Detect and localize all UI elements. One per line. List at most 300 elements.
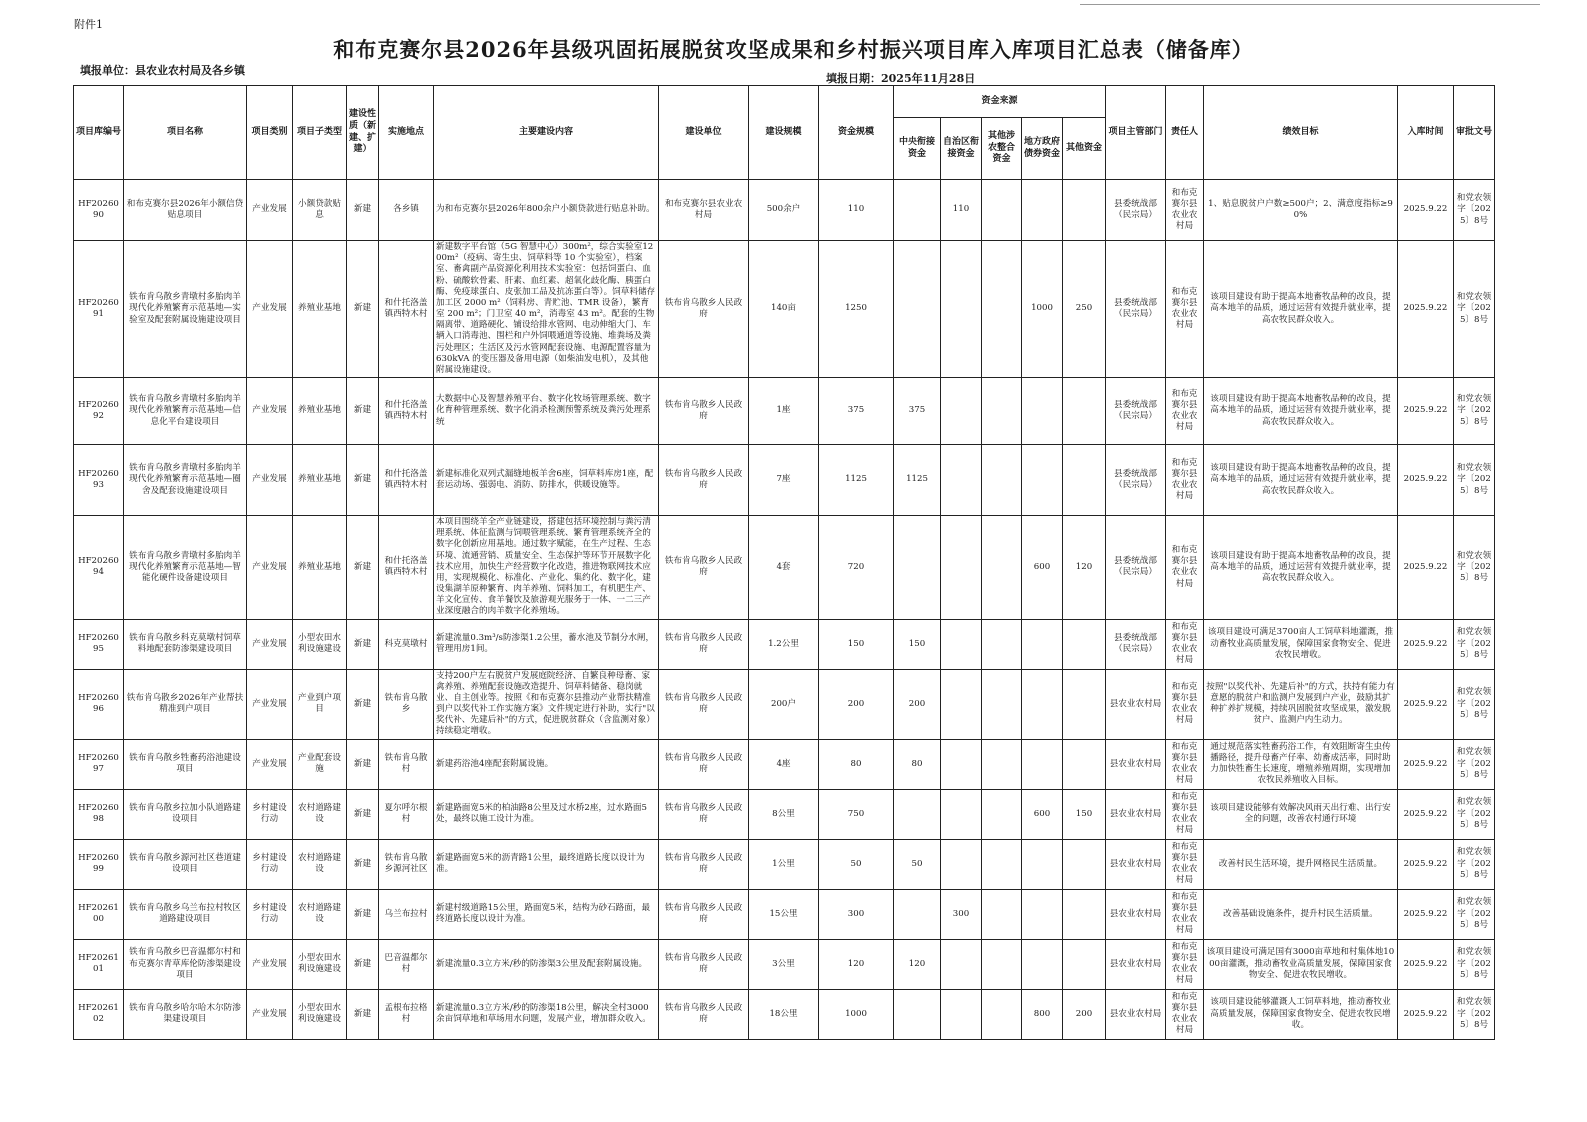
fund-other-cell: 250 — [1063, 241, 1106, 378]
project-perf-cell: 该项目建设有助于提高本地畜牧品种的改良，提高本地羊的品质，通过运营有效提升就业率，提高农牧民群众收入。 — [1204, 445, 1398, 516]
col-header-person: 责任人 — [1166, 86, 1204, 180]
fund-other-gov-cell — [982, 180, 1022, 241]
fund-other-cell — [1063, 445, 1106, 516]
col-header-fund-source: 资金来源 — [894, 86, 1106, 118]
fund-autonomous-cell — [941, 516, 982, 620]
fund-local-bond-cell — [1022, 445, 1063, 516]
fund-local-bond-cell: 1000 — [1022, 241, 1063, 378]
table-row — [74, 789, 1495, 839]
fund-local-bond-cell: 600 — [1022, 789, 1063, 839]
project-name-cell: 铁布肯乌散乡拉加小队道路建设项目 — [124, 789, 247, 839]
project-person-cell: 和布克赛尔县农业农村局 — [1166, 445, 1204, 516]
fund-local-bond-cell — [1022, 939, 1063, 989]
fund-local-bond-cell — [1022, 889, 1063, 939]
project-person-cell: 和布克赛尔县农业农村局 — [1166, 669, 1204, 739]
project-nature-cell: 新建 — [347, 669, 379, 739]
project-time-cell: 2025.9.22 — [1398, 241, 1454, 378]
project-perf-cell: 该项目建设可满足国有3000亩草地和村集体地1000亩灌溉，推动畜牧业高质量发展，保障国家食物安全、促进农牧民增收。 — [1204, 939, 1398, 989]
project-scale-cell: 4座 — [749, 739, 819, 789]
project-name-cell: 铁布肯乌散乡青墩村多胎肉羊现代化养殖繁育示范基地—实验室及配套附属设施建设项目 — [124, 241, 247, 378]
col-header-perf: 绩效目标 — [1204, 86, 1398, 180]
fund-local-bond-cell: 800 — [1022, 989, 1063, 1039]
project-scale-cell: 8公里 — [749, 789, 819, 839]
project-subtype-cell: 产业到户项目 — [293, 669, 347, 739]
project-scale-cell: 18公里 — [749, 989, 819, 1039]
fund-total-cell: 50 — [819, 839, 894, 889]
fund-total-cell: 375 — [819, 378, 894, 445]
fund-local-bond-cell — [1022, 739, 1063, 789]
col-header-name: 项目名称 — [124, 86, 247, 180]
fund-autonomous-cell — [941, 378, 982, 445]
fund-autonomous-cell: 300 — [941, 889, 982, 939]
project-dept-cell: 县农业农村局 — [1106, 669, 1166, 739]
project-dept-cell: 县委统战部（民宗局） — [1106, 619, 1166, 669]
project-id-cell: HF2026096 — [74, 669, 124, 739]
table-row — [74, 669, 1495, 739]
project-location-cell: 铁布肯乌散乡源河社区 — [379, 839, 434, 889]
project-doc-cell: 和党农领字〔2025〕8号 — [1454, 378, 1495, 445]
project-name-cell: 铁布肯乌散乡青墩村多胎肉羊现代化养殖繁育示范基地—信息化平台建设项目 — [124, 378, 247, 445]
project-builder-cell: 铁布肯乌散乡人民政府 — [659, 378, 749, 445]
fund-total-cell: 720 — [819, 516, 894, 620]
fund-other-gov-cell — [982, 516, 1022, 620]
project-time-cell: 2025.9.22 — [1398, 989, 1454, 1039]
project-scale-cell: 500余户 — [749, 180, 819, 241]
project-location-cell: 巴音温都尔村 — [379, 939, 434, 989]
fund-central-cell — [894, 516, 941, 620]
project-scale-cell: 7座 — [749, 445, 819, 516]
project-location-cell: 夏尔呼尔根村 — [379, 789, 434, 839]
project-location-cell: 和什托洛盖镇西特木村 — [379, 241, 434, 378]
col-header-local-bond: 地方政府债券资金 — [1022, 118, 1063, 180]
project-content-cell: 大数据中心及智慧养殖平台、数字化牧场管理系统、数字化育种管理系统、数字化消杀检测预警系统及粪污处理系统 — [434, 378, 659, 445]
reporting-date: 填报日期：2025年11月28日 — [826, 72, 976, 85]
fund-central-cell — [894, 180, 941, 241]
project-name-cell: 铁布肯乌散乡乌兰布拉村牧区道路建设项目 — [124, 889, 247, 939]
project-doc-cell: 和党农领字〔2025〕8号 — [1454, 180, 1495, 241]
project-doc-cell: 和党农领字〔2025〕8号 — [1454, 889, 1495, 939]
annex-label: 附件1 — [74, 18, 103, 31]
fund-total-cell: 120 — [819, 939, 894, 989]
col-header-category: 项目类别 — [247, 86, 293, 180]
project-content-cell: 新建药浴池4座配套附属设施。 — [434, 739, 659, 789]
project-dept-cell: 县农业农村局 — [1106, 789, 1166, 839]
project-id-cell: HF2026091 — [74, 241, 124, 378]
project-content-cell: 新建村级道路15公里，路面宽5米，结构为砂石路面，最终道路长度以设计为准。 — [434, 889, 659, 939]
project-subtype-cell: 养殖业基地 — [293, 445, 347, 516]
project-person-cell: 和布克赛尔县农业农村局 — [1166, 789, 1204, 839]
col-header-subtype: 项目子类型 — [293, 86, 347, 180]
project-category-cell: 乡村建设行动 — [247, 839, 293, 889]
project-location-cell: 科克莫墩村 — [379, 619, 434, 669]
col-header-location: 实施地点 — [379, 86, 434, 180]
table-row — [74, 839, 1495, 889]
project-nature-cell: 新建 — [347, 619, 379, 669]
col-header-content: 主要建设内容 — [434, 86, 659, 180]
fund-autonomous-cell — [941, 989, 982, 1039]
project-person-cell: 和布克赛尔县农业农村局 — [1166, 839, 1204, 889]
project-perf-cell: 该项目建设能够灌溉人工饲草料地，推动畜牧业高质量发展，保障国家食物安全、促进农牧民增收。 — [1204, 989, 1398, 1039]
fund-total-cell: 1250 — [819, 241, 894, 378]
project-subtype-cell: 农村道路建设 — [293, 839, 347, 889]
fund-total-cell: 750 — [819, 789, 894, 839]
project-name-cell: 铁布肯乌散乡青墩村多胎肉羊现代化养殖繁育示范基地—圈舍及配套设施建设项目 — [124, 445, 247, 516]
project-subtype-cell: 农村道路建设 — [293, 789, 347, 839]
project-content-cell: 新建路面宽5米的柏油路8公里及过水桥2座，过水路面5处，最终以施工设计为准。 — [434, 789, 659, 839]
fund-autonomous-cell — [941, 669, 982, 739]
project-name-cell: 铁布肯乌散乡巴音温都尔村和布克赛尔青草库伦防渗渠建设项目 — [124, 939, 247, 989]
project-content-cell: 本项目围绕羊全产业链建设，搭建包括环境控制与粪污清理系统、体征监测与饲喂管理系统、繁育管理系统齐全的数字化创新应用基地。通过数字赋能，在生产过程、生态环境、流通营销、质量安全、生态保护等环节开展数字化技术应用，加快生产经营数字化改造，推进物联网技术应用，实现规模化、标准化、产业化、集约化、数字化，建设集湖羊原种繁育、肉羊养殖、饲料加工，有机肥生产、羊文化宣传、食羊餐饮及旅游观光服务于一体、一二三产业深度融合的肉羊数字化养殖场。 — [434, 516, 659, 620]
project-time-cell: 2025.9.22 — [1398, 939, 1454, 989]
project-category-cell: 产业发展 — [247, 378, 293, 445]
project-nature-cell: 新建 — [347, 516, 379, 620]
fund-central-cell: 200 — [894, 669, 941, 739]
project-subtype-cell: 产业配套设施 — [293, 739, 347, 789]
fund-central-cell: 120 — [894, 939, 941, 989]
project-scale-cell: 1.2公里 — [749, 619, 819, 669]
project-person-cell: 和布克赛尔县农业农村局 — [1166, 378, 1204, 445]
table-row — [74, 989, 1495, 1039]
project-dept-cell: 县委统战部（民宗局） — [1106, 241, 1166, 378]
project-subtype-cell: 农村道路建设 — [293, 889, 347, 939]
fund-other-gov-cell — [982, 989, 1022, 1039]
project-person-cell: 和布克赛尔县农业农村局 — [1166, 619, 1204, 669]
fund-local-bond-cell: 600 — [1022, 516, 1063, 620]
project-doc-cell: 和党农领字〔2025〕8号 — [1454, 839, 1495, 889]
project-id-cell: HF2026099 — [74, 839, 124, 889]
project-person-cell: 和布克赛尔县农业农村局 — [1166, 241, 1204, 378]
project-dept-cell: 县农业农村局 — [1106, 939, 1166, 989]
project-scale-cell: 4套 — [749, 516, 819, 620]
project-builder-cell: 铁布肯乌散乡人民政府 — [659, 516, 749, 620]
col-header-builder: 建设单位 — [659, 86, 749, 180]
project-doc-cell: 和党农领字〔2025〕8号 — [1454, 619, 1495, 669]
project-category-cell: 产业发展 — [247, 669, 293, 739]
fund-other-gov-cell — [982, 939, 1022, 989]
project-scale-cell: 3公里 — [749, 939, 819, 989]
table-body — [74, 180, 1495, 1040]
project-perf-cell: 该项目建设有助于提高本地畜牧品种的改良，提高本地羊的品质，通过运营有效提升就业率，提高农牧民群众收入。 — [1204, 516, 1398, 620]
project-builder-cell: 铁布肯乌散乡人民政府 — [659, 619, 749, 669]
project-subtype-cell: 养殖业基地 — [293, 378, 347, 445]
project-location-cell: 和什托洛盖镇西特木村 — [379, 516, 434, 620]
fund-other-gov-cell — [982, 619, 1022, 669]
project-perf-cell: 通过规范落实牲畜药浴工作，有效阻断寄生虫传播路径，提升母畜产仔率、幼畜成活率，同时助力加快牲畜生长速度，增殖养殖周期，实现增加农牧民养殖收入目标。 — [1204, 739, 1398, 789]
fund-central-cell — [894, 989, 941, 1039]
fund-other-gov-cell — [982, 889, 1022, 939]
col-header-scale: 建设规模 — [749, 86, 819, 180]
project-category-cell: 产业发展 — [247, 516, 293, 620]
project-scale-cell: 140亩 — [749, 241, 819, 378]
project-location-cell: 乌兰布拉村 — [379, 889, 434, 939]
project-name-cell: 铁布肯乌散乡科克莫墩村饲草料地配套防渗渠建设项目 — [124, 619, 247, 669]
table-row — [74, 516, 1495, 620]
project-nature-cell: 新建 — [347, 889, 379, 939]
fund-total-cell: 200 — [819, 669, 894, 739]
project-content-cell: 为和布克赛尔县2026年800余户小额贷款进行贴息补助。 — [434, 180, 659, 241]
project-dept-cell: 县委统战部（民宗局） — [1106, 445, 1166, 516]
project-nature-cell: 新建 — [347, 180, 379, 241]
project-nature-cell: 新建 — [347, 989, 379, 1039]
reporting-unit: 填报单位：县农业农村局及各乡镇 — [80, 64, 245, 77]
project-dept-cell: 县委统战部（民宗局） — [1106, 378, 1166, 445]
fund-other-cell: 120 — [1063, 516, 1106, 620]
project-time-cell: 2025.9.22 — [1398, 789, 1454, 839]
col-header-id: 项目库编号 — [74, 86, 124, 180]
project-nature-cell: 新建 — [347, 789, 379, 839]
fund-local-bond-cell — [1022, 378, 1063, 445]
project-name-cell: 和布克赛尔县2026年小额信贷贴息项目 — [124, 180, 247, 241]
project-builder-cell: 和布克赛尔县农业农村局 — [659, 180, 749, 241]
project-name-cell: 铁布肯乌散乡青墩村多胎肉羊现代化养殖繁育示范基地—智能化硬件设备建设项目 — [124, 516, 247, 620]
project-builder-cell: 铁布肯乌散乡人民政府 — [659, 669, 749, 739]
project-name-cell: 铁布肯乌散乡2026年产业帮扶精准到户项目 — [124, 669, 247, 739]
table-row — [74, 180, 1495, 241]
project-name-cell: 铁布肯乌散乡源河社区巷道建设项目 — [124, 839, 247, 889]
project-subtype-cell: 小型农田水利设施建设 — [293, 939, 347, 989]
table-row — [74, 619, 1495, 669]
project-perf-cell: 该项目建设能够有效解决风雨天出行难、出行安全的问题，改善农村通行环境 — [1204, 789, 1398, 839]
table-row — [74, 445, 1495, 516]
project-category-cell: 产业发展 — [247, 619, 293, 669]
project-doc-cell: 和党农领字〔2025〕8号 — [1454, 241, 1495, 378]
fund-other-cell — [1063, 180, 1106, 241]
fund-total-cell: 300 — [819, 889, 894, 939]
project-content-cell: 新建流量0.3立方米/秒的防渗渠18公里，解决全村3000余亩饲草地和草场用水问题，发展产业，增加群众收入。 — [434, 989, 659, 1039]
fund-other-cell — [1063, 739, 1106, 789]
table-row — [74, 378, 1495, 445]
col-header-dept: 项目主管部门 — [1106, 86, 1166, 180]
project-category-cell: 产业发展 — [247, 939, 293, 989]
project-person-cell: 和布克赛尔县农业农村局 — [1166, 516, 1204, 620]
col-header-autonomous: 自治区衔接资金 — [941, 118, 982, 180]
project-id-cell: HF2026097 — [74, 739, 124, 789]
project-id-cell: HF2026094 — [74, 516, 124, 620]
project-builder-cell: 铁布肯乌散乡人民政府 — [659, 739, 749, 789]
project-content-cell: 新建路面宽5米的沥青路1公里，最终道路长度以设计为准。 — [434, 839, 659, 889]
fund-local-bond-cell — [1022, 839, 1063, 889]
project-dept-cell: 县农业农村局 — [1106, 989, 1166, 1039]
project-builder-cell: 铁布肯乌散乡人民政府 — [659, 839, 749, 889]
project-dept-cell: 县委统战部（民宗局） — [1106, 516, 1166, 620]
fund-other-gov-cell — [982, 669, 1022, 739]
project-nature-cell: 新建 — [347, 739, 379, 789]
project-person-cell: 和布克赛尔县农业农村局 — [1166, 739, 1204, 789]
project-category-cell: 产业发展 — [247, 739, 293, 789]
table-row — [74, 939, 1495, 989]
project-dept-cell: 县农业农村局 — [1106, 889, 1166, 939]
fund-other-cell — [1063, 839, 1106, 889]
page-title: 和布克赛尔县2026年县级巩固拓展脱贫攻坚成果和乡村振兴项目库入库项目汇总表（储备库） — [333, 37, 1254, 62]
project-doc-cell: 和党农领字〔2025〕8号 — [1454, 989, 1495, 1039]
project-id-cell: HF2026101 — [74, 939, 124, 989]
project-subtype-cell: 养殖业基地 — [293, 516, 347, 620]
project-content-cell: 支持200户左右脱贫户发展庭院经济、自繁良种母畜、家禽养殖、养殖配套设施改造提升、饲草料储备、稳岗就业、自主创业等。按照《和布克赛尔县推动产业帮扶精准到户以奖代补工作实施方案》文件规定进行补助，实行"以奖代补、先建后补"的方式，促进脱贫群众（含监测对象）持续稳定增收。 — [434, 669, 659, 739]
fund-other-cell — [1063, 669, 1106, 739]
fund-central-cell — [894, 241, 941, 378]
fund-total-cell: 110 — [819, 180, 894, 241]
project-dept-cell: 县委统战部（民宗局） — [1106, 180, 1166, 241]
project-person-cell: 和布克赛尔县农业农村局 — [1166, 889, 1204, 939]
fund-other-gov-cell — [982, 739, 1022, 789]
col-header-time: 入库时间 — [1398, 86, 1454, 180]
project-builder-cell: 铁布肯乌散乡人民政府 — [659, 939, 749, 989]
fund-other-cell — [1063, 939, 1106, 989]
fund-local-bond-cell — [1022, 669, 1063, 739]
fund-autonomous-cell — [941, 619, 982, 669]
project-category-cell: 产业发展 — [247, 241, 293, 378]
col-header-fund-total: 资金规模 — [819, 86, 894, 180]
project-id-cell: HF2026100 — [74, 889, 124, 939]
project-scale-cell: 200户 — [749, 669, 819, 739]
project-time-cell: 2025.9.22 — [1398, 839, 1454, 889]
fund-autonomous-cell — [941, 789, 982, 839]
fund-other-cell: 200 — [1063, 989, 1106, 1039]
col-header-other-gov: 其他涉农整合资金 — [982, 118, 1022, 180]
project-time-cell: 2025.9.22 — [1398, 619, 1454, 669]
project-time-cell: 2025.9.22 — [1398, 378, 1454, 445]
project-subtype-cell: 养殖业基地 — [293, 241, 347, 378]
fund-local-bond-cell — [1022, 180, 1063, 241]
fund-autonomous-cell — [941, 739, 982, 789]
fund-total-cell: 150 — [819, 619, 894, 669]
project-time-cell: 2025.9.22 — [1398, 889, 1454, 939]
project-perf-cell: 1、贴息脱贫户户数≥500户；2、满意度指标≥90% — [1204, 180, 1398, 241]
project-nature-cell: 新建 — [347, 241, 379, 378]
project-id-cell: HF2026092 — [74, 378, 124, 445]
project-scale-cell: 15公里 — [749, 889, 819, 939]
project-doc-cell: 和党农领字〔2025〕8号 — [1454, 939, 1495, 989]
col-header-central: 中央衔接资金 — [894, 118, 941, 180]
project-doc-cell: 和党农领字〔2025〕8号 — [1454, 445, 1495, 516]
project-category-cell: 乡村建设行动 — [247, 889, 293, 939]
project-location-cell: 各乡镇 — [379, 180, 434, 241]
project-person-cell: 和布克赛尔县农业农村局 — [1166, 939, 1204, 989]
project-dept-cell: 县农业农村局 — [1106, 739, 1166, 789]
fund-central-cell: 50 — [894, 839, 941, 889]
fund-total-cell: 1000 — [819, 989, 894, 1039]
project-perf-cell: 按照"以奖代补、先建后补"的方式，扶持有能力有意愿的脱贫户和监测户发展到户产业，鼓励其扩种扩养扩规模，持续巩固脱贫攻坚成果，激发脱贫户、监测户内生动力。 — [1204, 669, 1398, 739]
project-category-cell: 产业发展 — [247, 989, 293, 1039]
fund-autonomous-cell — [941, 839, 982, 889]
project-nature-cell: 新建 — [347, 839, 379, 889]
fund-central-cell: 1125 — [894, 445, 941, 516]
fund-other-gov-cell — [982, 789, 1022, 839]
project-time-cell: 2025.9.22 — [1398, 739, 1454, 789]
fund-central-cell — [894, 889, 941, 939]
project-builder-cell: 铁布肯乌散乡人民政府 — [659, 789, 749, 839]
project-builder-cell: 铁布肯乌散乡人民政府 — [659, 241, 749, 378]
project-time-cell: 2025.9.22 — [1398, 669, 1454, 739]
project-content-cell: 新建标准化双列式漏缝地板羊舍6座，饲草料库房1座，配套运动场、强弱电、消防、防排水，供暖设施等。 — [434, 445, 659, 516]
project-name-cell: 铁布肯乌散乡牲畜药浴池建设项目 — [124, 739, 247, 789]
project-time-cell: 2025.9.22 — [1398, 445, 1454, 516]
fund-other-cell — [1063, 378, 1106, 445]
project-scale-cell: 1公里 — [749, 839, 819, 889]
project-builder-cell: 铁布肯乌散乡人民政府 — [659, 889, 749, 939]
project-time-cell: 2025.9.22 — [1398, 180, 1454, 241]
project-doc-cell: 和党农领字〔2025〕8号 — [1454, 516, 1495, 620]
fund-other-gov-cell — [982, 378, 1022, 445]
project-person-cell: 和布克赛尔县农业农村局 — [1166, 989, 1204, 1039]
fund-other-cell: 150 — [1063, 789, 1106, 839]
project-category-cell: 产业发展 — [247, 180, 293, 241]
project-location-cell: 和什托洛盖镇西特木村 — [379, 378, 434, 445]
project-location-cell: 孟根布拉格村 — [379, 989, 434, 1039]
fund-autonomous-cell — [941, 939, 982, 989]
project-doc-cell: 和党农领字〔2025〕8号 — [1454, 669, 1495, 739]
fund-other-gov-cell — [982, 445, 1022, 516]
project-scale-cell: 1座 — [749, 378, 819, 445]
project-perf-cell: 该项目建设可满足3700亩人工饲草料地灌溉，推动畜牧业高质量发展，保障国家食物安全、促进农牧民增收。 — [1204, 619, 1398, 669]
project-id-cell: HF2026098 — [74, 789, 124, 839]
project-content-cell: 新建流量0.3m³/s防渗渠1.2公里，蓄水池及节制分水闸，管理用房1间。 — [434, 619, 659, 669]
fund-other-gov-cell — [982, 839, 1022, 889]
project-subtype-cell: 小型农田水利设施建设 — [293, 619, 347, 669]
project-location-cell: 铁布肯乌散村 — [379, 739, 434, 789]
project-subtype-cell: 小额贷款贴息 — [293, 180, 347, 241]
project-nature-cell: 新建 — [347, 445, 379, 516]
fund-central-cell: 375 — [894, 378, 941, 445]
fund-autonomous-cell: 110 — [941, 180, 982, 241]
table-row — [74, 241, 1495, 378]
table-row — [74, 739, 1495, 789]
fund-central-cell — [894, 789, 941, 839]
scan-top-line — [1080, 4, 1540, 5]
fund-autonomous-cell — [941, 241, 982, 378]
project-doc-cell: 和党农领字〔2025〕8号 — [1454, 789, 1495, 839]
project-dept-cell: 县农业农村局 — [1106, 839, 1166, 889]
project-perf-cell: 改善基础设施条件，提升村民生活质量。 — [1204, 889, 1398, 939]
fund-other-cell — [1063, 619, 1106, 669]
project-perf-cell: 该项目建设有助于提高本地畜牧品种的改良，提高本地羊的品质，通过运营有效提升就业率，提高农牧民群众收入。 — [1204, 378, 1398, 445]
col-header-other: 其他资金 — [1063, 118, 1106, 180]
fund-total-cell: 1125 — [819, 445, 894, 516]
fund-other-gov-cell — [982, 241, 1022, 378]
project-builder-cell: 铁布肯乌散乡人民政府 — [659, 445, 749, 516]
project-person-cell: 和布克赛尔县农业农村局 — [1166, 180, 1204, 241]
project-subtype-cell: 小型农田水利设施建设 — [293, 989, 347, 1039]
project-name-cell: 铁布肯乌散乡哈尔哈木尔防渗渠建设项目 — [124, 989, 247, 1039]
col-header-doc: 审批文号 — [1454, 86, 1495, 180]
fund-local-bond-cell — [1022, 619, 1063, 669]
project-content-cell: 新建流量0.3立方米/秒的防渗渠3公里及配套附属设施。 — [434, 939, 659, 989]
project-builder-cell: 铁布肯乌散乡人民政府 — [659, 989, 749, 1039]
project-category-cell: 乡村建设行动 — [247, 789, 293, 839]
fund-total-cell: 80 — [819, 739, 894, 789]
project-id-cell: HF2026093 — [74, 445, 124, 516]
project-id-cell: HF2026095 — [74, 619, 124, 669]
project-perf-cell: 改善村民生活环境，提升网格民生活质量。 — [1204, 839, 1398, 889]
project-category-cell: 产业发展 — [247, 445, 293, 516]
table-row — [74, 889, 1495, 939]
col-header-nature: 建设性质（新建、扩建） — [347, 86, 379, 180]
project-id-cell: HF2026090 — [74, 180, 124, 241]
fund-autonomous-cell — [941, 445, 982, 516]
project-time-cell: 2025.9.22 — [1398, 516, 1454, 620]
fund-central-cell: 80 — [894, 739, 941, 789]
project-id-cell: HF2026102 — [74, 989, 124, 1039]
project-perf-cell: 该项目建设有助于提高本地畜牧品种的改良，提高本地羊的品质，通过运营有效提升就业率，提高农牧民群众收入。 — [1204, 241, 1398, 378]
fund-other-cell — [1063, 889, 1106, 939]
project-nature-cell: 新建 — [347, 378, 379, 445]
project-location-cell: 铁布肯乌散乡 — [379, 669, 434, 739]
project-location-cell: 和什托洛盖镇西特木村 — [379, 445, 434, 516]
project-content-cell: 新建数字平台馆（5G 智慧中心）300m²，综合实验室1200m²（疫病、寄生虫、饲草料等 10 个实验室），档案室、畜禽副产品资源化利用技术实验室：包括饲蛋白、血粉、硫酸软骨素、肝素、血红素、超氧化歧化酶、胰蛋白酶、免疫球蛋白、皮张加工品及抗冻蛋白等）。饲草料储存加工区 2000 m²（饲料房、青贮池、TMR 设备），繁育室 200 m²；门卫室 40 m²，消毒室 43 m²。配套的生物隔离带、道路硬化、铺设给排水管网、电动伸缩大门、车辆入口消毒池、围栏和户外饲喂通道等设施、堆粪场及粪污处理区；生活区及污水管网配套设施、电源配置容量为630kVA 的变压器及备用电源（如柴油发电机），及其他附属设施建设。 — [434, 241, 659, 378]
project-nature-cell: 新建 — [347, 939, 379, 989]
project-summary-table — [73, 85, 1495, 1040]
project-doc-cell: 和党农领字〔2025〕8号 — [1454, 739, 1495, 789]
